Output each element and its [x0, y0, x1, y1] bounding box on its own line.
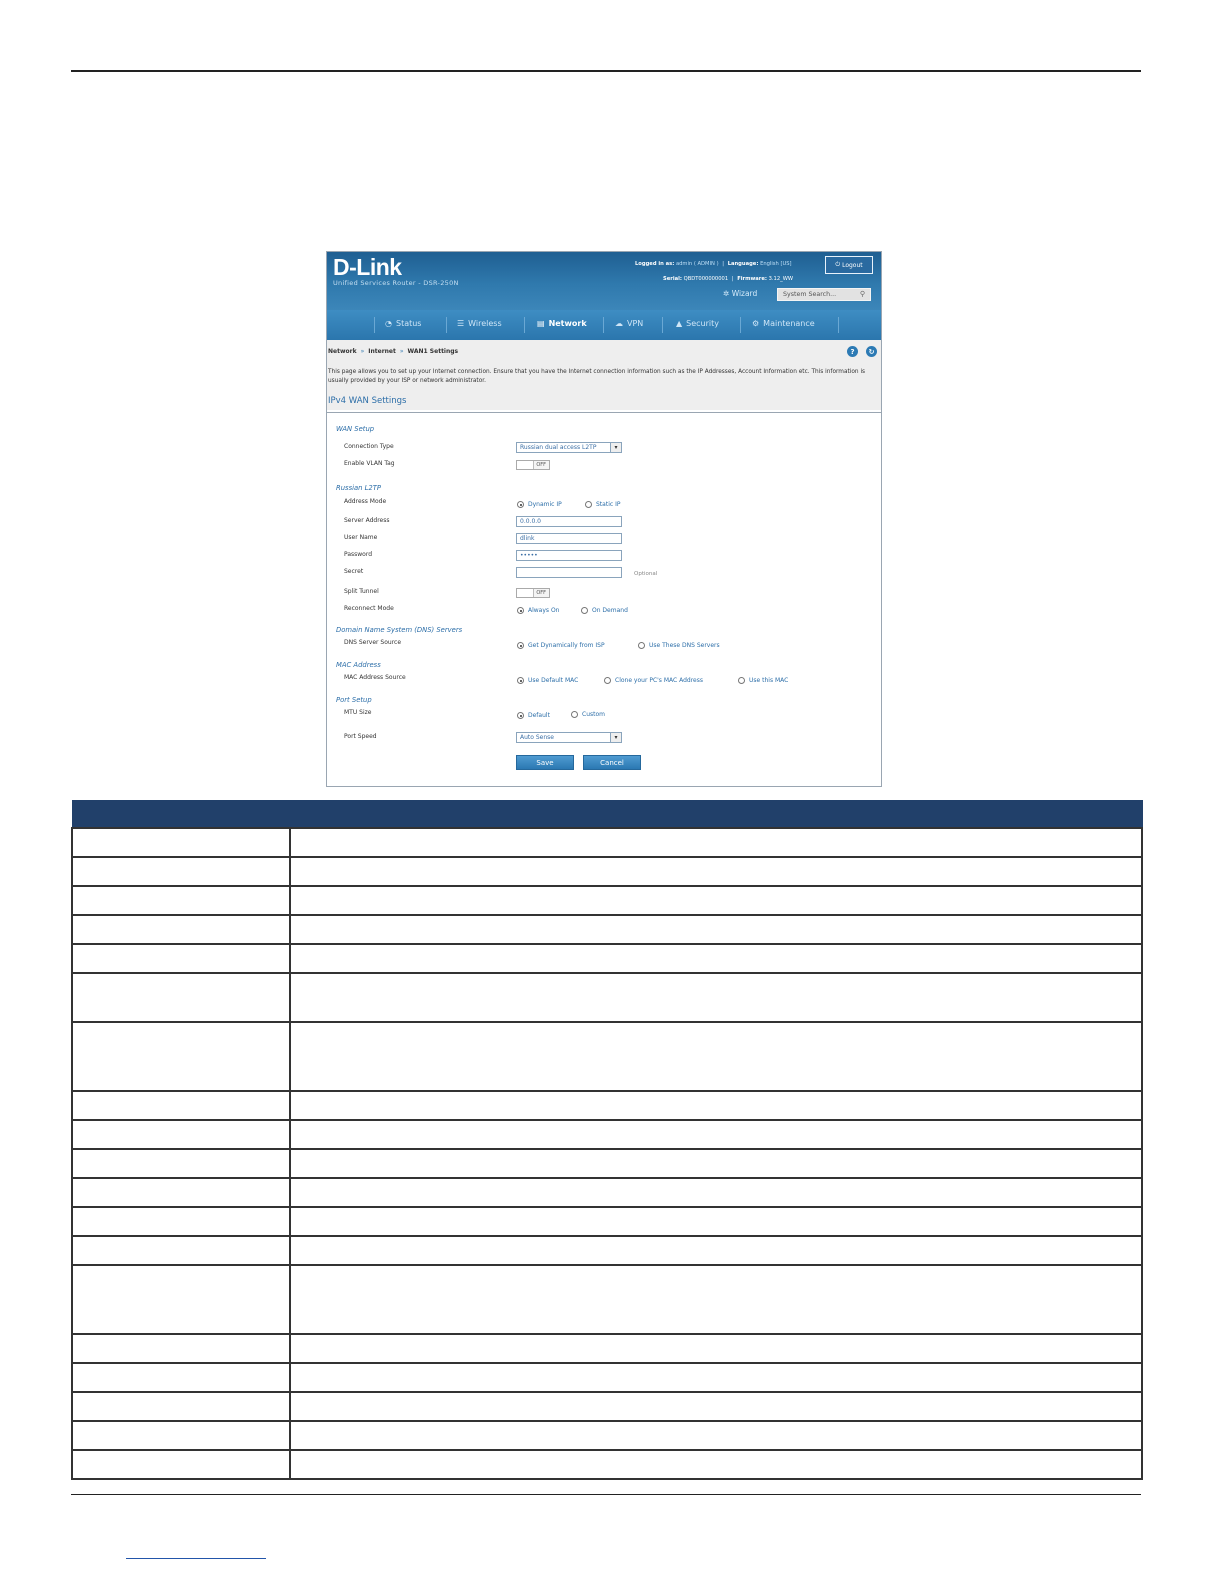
password-label: Password — [344, 551, 373, 558]
vlan-tag-label: Enable VLAN Tag — [344, 460, 395, 467]
bottom-rule — [71, 1494, 1141, 1495]
cloud-icon: ☁ — [615, 319, 623, 328]
address-mode-static[interactable]: Static IP — [585, 501, 620, 508]
settings-description-table — [71, 800, 1143, 1480]
secret-label: Secret — [344, 568, 364, 575]
server-address-input[interactable]: 0.0.0.0 — [516, 516, 622, 527]
table-row — [72, 1334, 1142, 1363]
wizard-link[interactable]: ✲ Wizard — [723, 289, 758, 298]
breadcrumb: Network » Internet » WAN1 Settings — [328, 348, 459, 355]
cancel-button[interactable]: Cancel — [583, 755, 641, 770]
table-header-row — [72, 801, 1142, 829]
address-mode-dynamic[interactable]: Dynamic IP — [517, 501, 562, 508]
table-row — [72, 1265, 1142, 1334]
login-info: Logged in as: admin ( ADMIN ) | Language: English [US] — [635, 261, 792, 267]
port-speed-select[interactable]: Auto Sense ▾ — [516, 732, 622, 743]
section-title: IPv4 WAN Settings — [328, 396, 407, 406]
mtu-custom-option[interactable]: Custom — [571, 711, 605, 718]
router-screenshot — [326, 251, 882, 787]
password-input[interactable]: ••••• — [516, 550, 622, 561]
wifi-icon: ☰ — [457, 319, 465, 328]
reconnect-on-demand[interactable]: On Demand — [581, 607, 628, 614]
table-row — [72, 1120, 1142, 1149]
table-row — [72, 944, 1142, 973]
nav-network[interactable]: ▤ Network — [537, 319, 587, 328]
secret-input[interactable] — [516, 567, 622, 578]
table-row — [72, 857, 1142, 886]
logout-button[interactable]: ⏻ Logout — [825, 256, 873, 274]
wand-icon: ✲ — [723, 289, 730, 298]
table-row — [72, 1450, 1142, 1479]
group-wan-setup: WAN Setup — [336, 425, 375, 433]
page-description: This page allows you to set up your Internet connection. Ensure that you have the Internet connection information such as the IP Addresses, Account Information etc. This information is usually provided by your ISP or network administrator. — [328, 369, 866, 384]
connection-type-select[interactable]: Russian dual access L2TP ▾ — [516, 442, 622, 453]
group-russian-l2tp: Russian L2TP — [336, 484, 381, 492]
mtu-default-option[interactable]: Default — [517, 712, 550, 719]
reconnect-always-on[interactable]: Always On — [517, 607, 559, 614]
breadcrumb-internet[interactable]: Internet — [368, 348, 396, 355]
search-icon: ⚲ — [859, 290, 865, 298]
footer-link-underline[interactable] — [126, 1558, 266, 1559]
dns-source-label: DNS Server Source — [344, 639, 402, 646]
reconnect-mode-label: Reconnect Mode — [344, 605, 394, 612]
gauge-icon: ◔ — [385, 319, 392, 328]
table-row — [72, 828, 1142, 857]
network-icon: ▤ — [537, 319, 545, 328]
device-info: Serial: QBDT000000001 | Firmware: 3.12_WW — [663, 276, 793, 282]
port-speed-label: Port Speed — [344, 733, 377, 740]
help-icon[interactable]: ? — [847, 346, 858, 357]
server-address-label: Server Address — [344, 517, 390, 524]
top-rule — [71, 70, 1141, 72]
user-name-label: User Name — [344, 534, 378, 541]
table-row — [72, 1149, 1142, 1178]
table-row — [72, 1091, 1142, 1120]
nav-vpn[interactable]: ☁ VPN — [615, 319, 644, 328]
lock-icon: ▲ — [676, 319, 683, 328]
split-tunnel-toggle[interactable]: OFF — [516, 588, 550, 598]
table-row — [72, 1236, 1142, 1265]
wan-settings-form — [327, 412, 881, 787]
table-row — [72, 915, 1142, 944]
breadcrumb-current: WAN1 Settings — [407, 348, 459, 355]
mac-default-option[interactable]: Use Default MAC — [517, 677, 578, 684]
secret-optional-hint: Optional — [634, 571, 658, 577]
breadcrumb-network[interactable]: Network — [328, 348, 357, 355]
table-row — [72, 973, 1142, 1022]
header-bar — [327, 252, 881, 310]
product-tagline: Unified Services Router - DSR-250N — [333, 279, 459, 287]
dlink-logo: D-Link — [333, 254, 402, 280]
breadcrumb-area — [327, 340, 881, 410]
table-row — [72, 1392, 1142, 1421]
chevron-down-icon: ▾ — [610, 443, 621, 452]
table-row — [72, 1421, 1142, 1450]
split-tunnel-label: Split Tunnel — [344, 588, 379, 595]
gear-icon: ⚙ — [752, 319, 760, 328]
system-search-input[interactable]: System Search... ⚲ — [777, 288, 871, 301]
table-row — [72, 1207, 1142, 1236]
main-nav — [327, 310, 881, 340]
nav-status[interactable]: ◔ Status — [385, 319, 422, 328]
connection-type-label: Connection Type — [344, 443, 394, 450]
table-row — [72, 886, 1142, 915]
nav-maintenance[interactable]: ⚙ Maintenance — [752, 319, 815, 328]
mac-custom-option[interactable]: Use this MAC — [738, 677, 788, 684]
dns-dynamic-option[interactable]: Get Dynamically from ISP — [517, 642, 605, 649]
refresh-icon[interactable]: ↻ — [866, 346, 877, 357]
mac-source-label: MAC Address Source — [344, 674, 406, 681]
table-row — [72, 1363, 1142, 1392]
dns-manual-option[interactable]: Use These DNS Servers — [638, 642, 720, 649]
nav-security[interactable]: ▲ Security — [676, 319, 720, 328]
save-button[interactable]: Save — [516, 755, 574, 770]
vlan-tag-toggle[interactable]: OFF — [516, 460, 550, 470]
group-mac: MAC Address — [336, 661, 381, 669]
group-dns: Domain Name System (DNS) Servers — [336, 626, 463, 634]
address-mode-label: Address Mode — [344, 498, 387, 505]
table-row — [72, 1022, 1142, 1091]
power-icon: ⏻ — [835, 261, 841, 268]
group-port-setup: Port Setup — [336, 696, 372, 704]
language-select[interactable]: English [US] — [760, 261, 792, 267]
table-row — [72, 1178, 1142, 1207]
user-name-input[interactable]: dlink — [516, 533, 622, 544]
nav-wireless[interactable]: ☰ Wireless — [457, 319, 502, 328]
mac-clone-option[interactable]: Clone your PC's MAC Address — [604, 677, 703, 684]
chevron-down-icon: ▾ — [610, 733, 621, 742]
mtu-size-label: MTU Size — [344, 709, 372, 716]
